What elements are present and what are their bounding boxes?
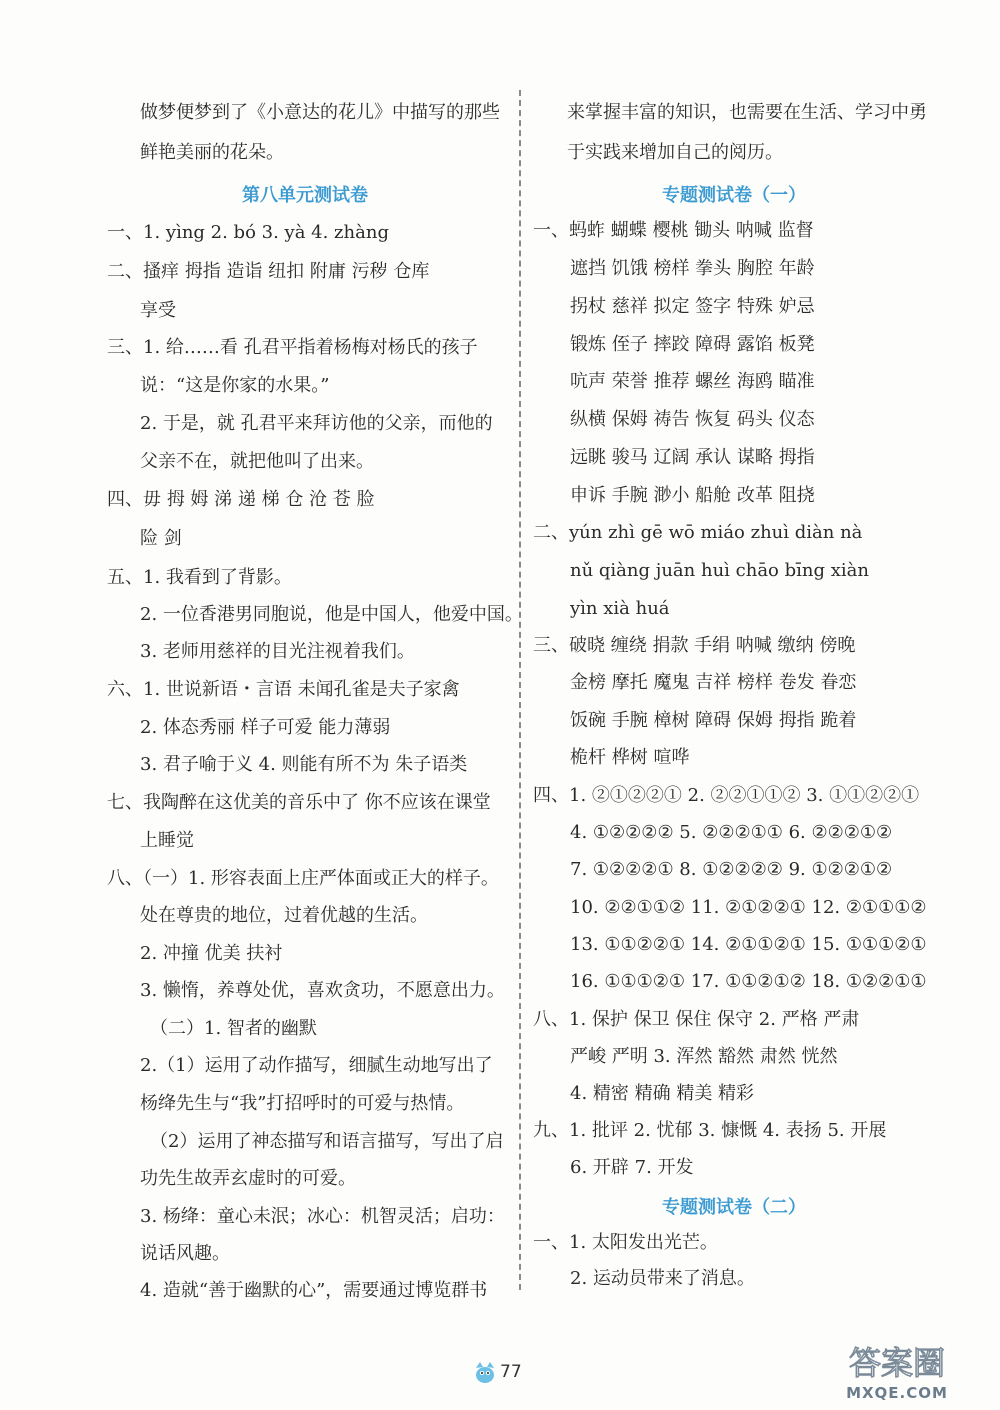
answer-line: 二、搔痒 拇指 造诣 纽扣 附庸 污秽 仓库	[107, 261, 430, 282]
answer-line: 遮挡 饥饿 榜样 拳头 胸腔 年龄	[570, 258, 815, 279]
answer-line: （二）1. 智者的幽默	[150, 1018, 317, 1039]
answer-line: 2. 体态秀丽 样子可爱 能力薄弱	[140, 717, 391, 738]
answer-line: 一、1. 太阳发出光芒。	[533, 1232, 718, 1253]
answer-line: 3. 懒惰，养尊处优，喜欢贪功，不愿意出力。	[140, 980, 505, 1001]
answer-line: 八、1. 保护 保卫 保住 保守 2. 严格 严肃	[533, 1009, 860, 1030]
answer-line: 处在尊贵的地位，过着优越的生活。	[140, 905, 428, 926]
answer-line: yìn xià huá	[570, 598, 670, 619]
answer-line: （2）运用了神态描写和语言描写，写出了启	[150, 1131, 504, 1152]
answer-line: 九、1. 批评 2. 忧郁 3. 慷慨 4. 表扬 5. 开展	[533, 1120, 887, 1141]
answer-line: 六、1. 世说新语・言语 未闻孔雀是夫子家禽	[107, 679, 460, 700]
answer-line: 金榜 摩托 魔鬼 吉祥 榜样 卷发 眷恋	[570, 672, 857, 693]
answer-line: 桅杆 桦树 喧哗	[570, 747, 690, 768]
answer-line: 险 剑	[140, 528, 182, 549]
answer-line: 2. 运动员带来了消息。	[570, 1268, 755, 1289]
answer-line: 3. 君子喻于义 4. 则能有所不为 朱子语类	[140, 754, 468, 775]
answer-line: 3. 杨绛：童心未泯；冰心：机智灵活；启功：	[140, 1206, 505, 1227]
answer-line: 鲜艳美丽的花朵。	[140, 142, 284, 163]
answer-line: 6. 开辟 7. 开发	[570, 1157, 694, 1178]
answer-line: 四、1. ②①②②① 2. ②②①①② 3. ①①②②①	[533, 785, 920, 806]
answer-line: 说：“这是你家的水果。”	[140, 375, 330, 396]
section-title: 专题测试卷（一）	[662, 185, 806, 206]
answer-line: 来掌握丰富的知识，也需要在生活、学习中勇	[567, 102, 927, 123]
answer-line: 申诉 手腕 渺小 船舱 改革 阻挠	[570, 485, 815, 506]
svg-text:答案圈: 答案圈	[848, 1344, 946, 1382]
answer-line: 纵横 保姆 祷告 恢复 码头 仪态	[570, 409, 815, 430]
column-divider	[519, 90, 521, 1290]
answer-line: 吭声 荣誉 推荐 螺丝 海鸥 瞄准	[570, 371, 815, 392]
answer-line: 饭碗 手腕 樟树 障碍 保姆 拇指 跪着	[570, 710, 857, 731]
answer-line: 4. 精密 精确 精美 精彩	[570, 1083, 755, 1104]
answer-line: 严峻 严明 3. 浑然 豁然 肃然 恍然	[570, 1046, 838, 1067]
answer-line: 上睡觉	[140, 830, 194, 851]
answer-line: 3. 老师用慈祥的目光注视着我们。	[140, 641, 415, 662]
answer-line: 父亲不在，就把他叫了出来。	[140, 451, 374, 472]
answer-line: 2. 于是，就 孔君平来拜访他的父亲，而他的	[140, 413, 493, 434]
answer-line: 2.（1）运用了动作描写，细腻生动地写出了	[140, 1055, 493, 1076]
answer-line: 16. ①①①②① 17. ①①②①② 18. ①②②①①	[570, 971, 927, 992]
answer-line: 享受	[140, 300, 176, 321]
answer-line: 四、毋 拇 姆 涕 递 梯 仓 沧 苍 脸	[107, 489, 375, 510]
answer-line: 功先生故弄玄虚时的可爱。	[140, 1168, 356, 1189]
answer-line: 做梦便梦到了《小意达的花儿》中描写的那些	[140, 102, 500, 123]
answer-line: 说话风趣。	[140, 1243, 230, 1264]
section-title: 专题测试卷（二）	[662, 1197, 806, 1218]
answer-line: 七、我陶醉在这优美的音乐中了 你不应该在课堂	[107, 792, 491, 813]
answer-line: 八、（一）1. 形容表面上庄严体面或正大的样子。	[107, 868, 499, 889]
answer-line: 三、1. 给……看 孔君平指着杨梅对杨氏的孩子	[107, 337, 478, 358]
answer-line: 4. ①②②②② 5. ②②②①① 6. ②②②①②	[570, 822, 893, 843]
watermark-text: MXQE.COM	[846, 1384, 948, 1402]
answer-line: 2. 冲撞 优美 扶衬	[140, 943, 283, 964]
section-title: 第八单元测试卷	[242, 185, 368, 206]
answer-line: 10. ②②①①② 11. ②①②②① 12. ②①①①②	[570, 897, 927, 918]
answer-line: 远眺 骏马 辽阔 承认 谋略 拇指	[570, 447, 815, 468]
page-number: 77	[500, 1362, 522, 1382]
answer-line: 拐杖 慈祥 拟定 签字 特殊 妒忌	[570, 296, 815, 317]
mascot-icon	[470, 1358, 500, 1386]
answer-line: 一、1. yìng 2. bó 3. yà 4. zhàng	[107, 222, 389, 243]
answer-line: 杨绛先生与“我”打招呼时的可爱与热情。	[140, 1093, 465, 1114]
watermark-logo-icon	[812, 1340, 982, 1384]
answer-line: 7. ①②②②① 8. ①②②②② 9. ①②②①②	[570, 859, 893, 880]
answer-line: 2. 一位香港男同胞说，他是中国人，他爱中国。	[140, 604, 523, 625]
answer-line: 4. 造就“善于幽默的心”，需要通过博览群书	[140, 1280, 488, 1301]
watermark-logo	[812, 1340, 982, 1402]
answer-line: 于实践来增加自己的阅历。	[567, 142, 783, 163]
answer-line: 锻炼 侄子 摔跤 障碍 露馅 板凳	[570, 334, 815, 355]
answer-line: 三、破晓 缠绕 捐款 手绢 呐喊 缴纳 傍晚	[533, 635, 856, 656]
answer-line: 五、1. 我看到了背影。	[107, 567, 292, 588]
answer-line: 一、蚂蚱 蝴蝶 樱桃 锄头 呐喊 监督	[533, 220, 814, 241]
answer-line: 13. ①①②②① 14. ②①①②① 15. ①①①②①	[570, 934, 927, 955]
answer-line: 二、yún zhì gē wō miáo zhuì diàn nà	[533, 522, 863, 543]
answer-line: nǔ qiàng juān huì chāo bīng xiàn	[570, 560, 869, 581]
